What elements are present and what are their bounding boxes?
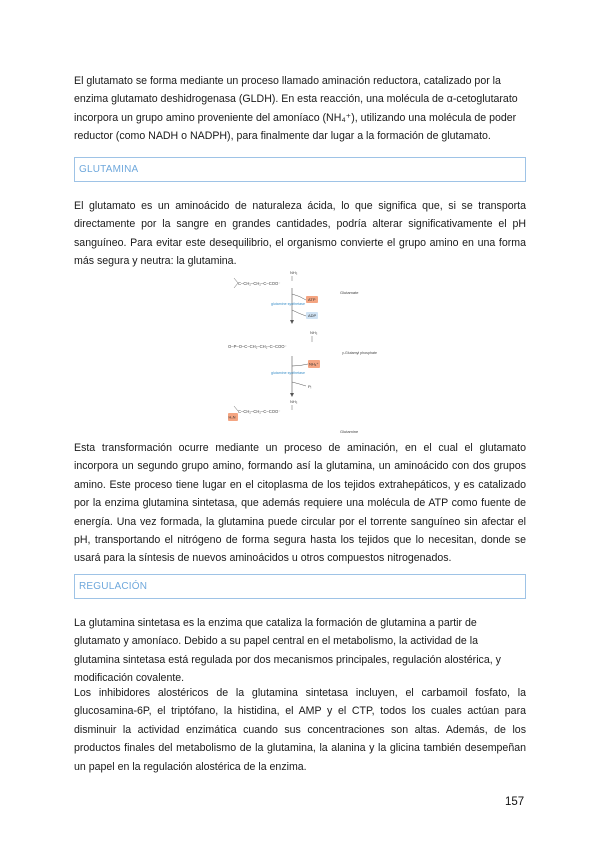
top-formula: C–CH₂–CH₂–C–COO⁻ [238,281,281,286]
middle-formula: O–P–O–C–CH₂–CH₂–C–COO⁻ [228,344,287,349]
label-glutamate: Glutamate [340,290,359,295]
bottom-amine: NH₃ [290,399,298,404]
regulacion-paragraph-1: La glutamina sintetasa es la enzima que cataliza la formación de glutamina a partir de glutamato y amoníaco. Debido a su papel central en el metabolismo, la actividad de la glutamina sintetasa está regulada por dos mecanismos principales, regulación alostérica, y modificación covalente. [74,617,501,685]
h2n-label: H₂N [228,415,236,420]
section-heading-label: GLUTAMINA [79,164,139,175]
pi-label: Pᵢ [308,384,312,389]
section-heading-regulacion [74,574,526,599]
nh4-label: NH₄⁺ [309,361,319,367]
regulacion-paragraph-2: Los inhibidores alostéricos de la glutamina sintetasa incluyen, el carbamoil fosfato, la glucosamina-6P, el triptófano, la histidina, el AMP y el CTP, todos los cuales actúan para disminuir la actividad enzimática cuando sus concentraciones son altas. Además, de los productos finales del metabolismo de la glutamina, la alanina y la glicina también desempeñan un papel en la regulación alostérica de la enzima. [74,687,526,773]
glutamina-paragraph-2: Esta transformación ocurre mediante un proceso de aminación, en el cual el glutamato incorpora un segundo grupo amino, formando así la glutamina, un aminoácido con dos grupos amino. Este proceso tiene lugar en el citoplasma de los tejidos extrahepáticos, y es catalizado por la enzima glutamina sintetasa, que además requiere una molécula de ATP como fuente de energía. Una vez formada, la glutamina puede circular por el torrente sanguíneo sin afectar el pH, transportando el nitrógeno de forma segura hasta los tejidos que lo necesitan, donde se usará para la síntesis de nuevos aminoácidos u otros compuestos nitrogenados. [74,442,526,565]
middle-amine: NH₃ [310,330,318,335]
adp-label: ADP [308,313,317,319]
atp-label: ATP [308,297,316,303]
label-intermediate: γ-Glutamyl phosphate [342,351,377,355]
top-amine: NH₃ [290,270,298,275]
enzyme-label-2: glutamine synthetase [271,371,305,375]
intro-paragraph: El glutamato se forma mediante un proceso llamado aminación reductora, catalizado por la enzima glutamato deshidrogenasa (GLDH). En esta reacción, una molécula de α-cetoglutarato incorpora un grupo amino proveniente del amoníaco (NH₄⁺), utilizando una molécula de poder reductor (como NADH o NADPH), para finalmente dar lugar a la formación de glutamato. [74,75,518,143]
section-heading-glutamina [74,157,526,182]
page-number: 157 [505,796,525,808]
label-glutamine: Glutamine [340,429,359,434]
section-heading-label: REGULACIÓN [79,581,148,592]
glutamine-synthesis-diagram [228,266,388,436]
glutamina-paragraph-1: El glutamato es un aminoácido de naturaleza ácida, lo que significa que, si se transporta directamente por la sangre en grandes cantidades, podría alterar significativamente el pH sanguíneo. Para evitar este desequilibrio, el organismo convierte el grupo amino en una forma más segura y neutra: la glutamina. [74,200,526,268]
enzyme-label-1: glutamine synthetase [271,302,305,306]
bottom-formula: C–CH₂–CH₂–C–COO⁻ [238,409,281,414]
